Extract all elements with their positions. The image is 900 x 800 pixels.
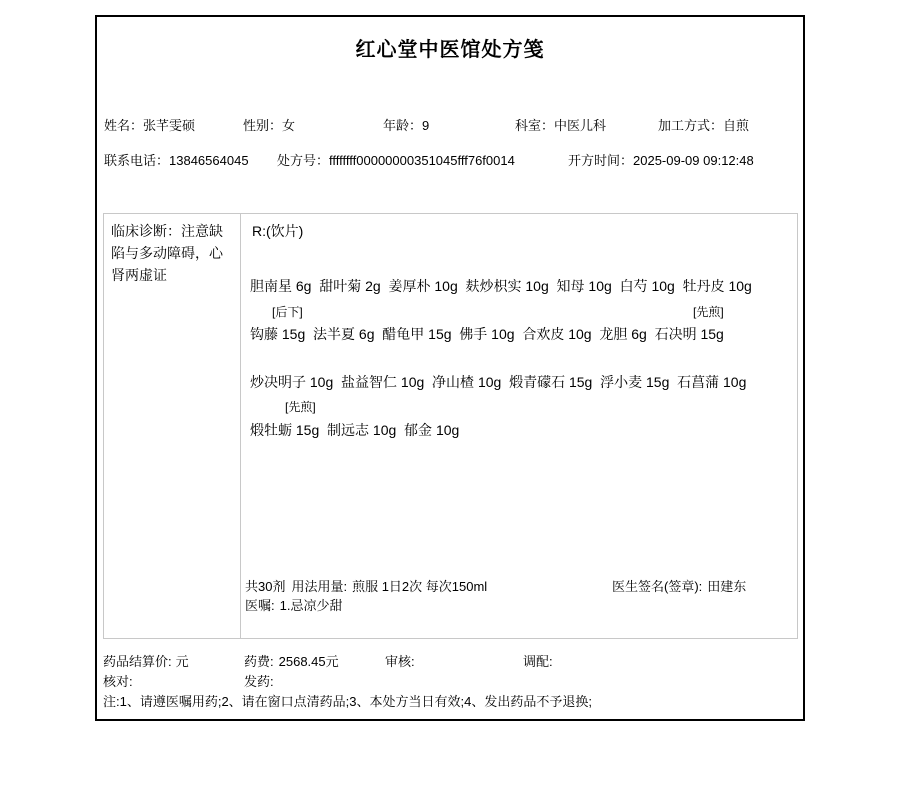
doctor-signature-line [612,576,746,595]
department-label: 科室： [515,118,555,133]
rx-number-field [277,150,515,169]
advice-value: 1.忌凉少甜 [279,598,343,613]
herb-line-1: 胆南星 6g 甜叶菊 2g 姜厚朴 10g 麸炒枳实 10g 知母 10g 白芍 10g 牡丹皮 10g [250,278,752,294]
issue-time-value: 2025-09-09 09:12:48 [633,153,754,168]
rx-number-value: ffffffff00000000351045fff76f0014 [329,153,515,168]
doctor-signature-label: 医生签名(签章): [612,579,703,594]
usage-value: 煎服 1日2次 每次150ml [352,579,488,594]
fee-label: 药费: [244,654,274,669]
settle-price-field [103,651,189,670]
dose-count: 共30剂 [245,579,286,594]
decoction-note-xianjian-1: [先煎] [693,305,724,319]
patient-name-field [104,115,195,134]
issue-time-field [568,150,754,169]
rx-header: R:(饮片) [252,223,304,239]
phone-field [104,150,249,169]
clinical-diagnosis [111,220,235,286]
issue-label: 发药: [244,674,274,689]
dispense-field [523,651,553,670]
herb-line-4: 煅牡蛎 15g 制远志 10g 郁金 10g [250,422,460,438]
fee-field [244,651,339,670]
processing-method-field [658,115,749,134]
review-field [385,651,415,670]
department-value: 中医儿科 [554,118,607,133]
dispense-label: 调配: [523,654,553,669]
phone-label: 联系电话： [104,153,170,168]
diagnosis-rx-divider [240,213,241,639]
fee-value: 2568.45元 [278,654,339,669]
decoction-note-xianjian-2: [先煎] [285,400,316,414]
issue-field [244,671,274,690]
settle-price-value: 元 [175,654,189,669]
check-label: 核对: [103,674,133,689]
patient-gender-value: 女 [282,118,296,133]
herb-line-3: 炒决明子 10g 盐益智仁 10g 净山楂 10g 煅青礞石 15g 浮小麦 15g 石菖蒲 10g [250,374,747,390]
clinical-diagnosis-text: 注意缺陷与多动障碍，心肾两虚证 [111,223,223,283]
patient-age-label: 年龄： [383,118,423,133]
footer-note: 注:1、请遵医嘱用药;2、请在窗口点清药品;3、本处方当日有效;4、发出药品不予退换; [103,694,592,709]
advice-line [245,595,342,614]
check-field [103,671,133,690]
advice-label: 医嘱: [245,598,275,613]
processing-method-value: 自煎 [723,118,750,133]
page-title: 红心堂中医馆处方笺 [355,39,545,61]
patient-age-value: 9 [422,118,430,133]
patient-name-value: 张芊雯硕 [143,118,196,133]
herb-line-2: 钩藤 15g 法半夏 6g 醋龟甲 15g 佛手 10g 合欢皮 10g 龙胆 6g 石决明 15g [250,326,724,342]
patient-gender-label: 性别： [243,118,283,133]
settle-price-label: 药品结算价: [103,654,172,669]
phone-value: 13846564045 [169,153,249,168]
patient-age-field [383,115,429,134]
processing-method-label: 加工方式： [658,118,724,133]
review-label: 审核: [385,654,415,669]
patient-gender-field [243,115,295,134]
department-field [515,115,606,134]
issue-time-label: 开方时间： [568,153,634,168]
clinical-diagnosis-label: 临床诊断： [111,223,181,239]
doctor-signature-name: 田建东 [707,579,747,594]
usage-label: 用法用量: [291,579,348,594]
rx-number-label: 处方号： [277,153,330,168]
decoction-note-houxia: [后下] [272,305,303,319]
usage-line [245,576,487,595]
patient-name-label: 姓名： [104,118,144,133]
